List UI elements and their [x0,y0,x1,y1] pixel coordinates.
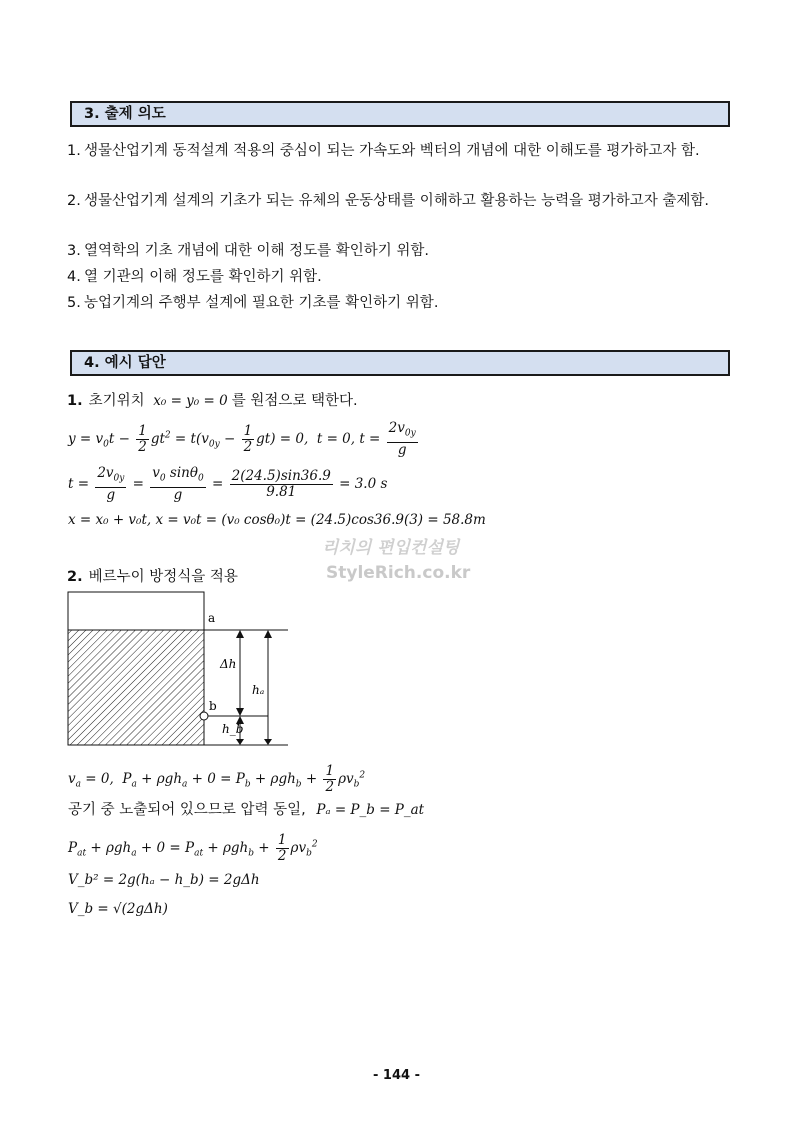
equation-q2-1: $v_a = 0$, $P_a + \rho gh_a + 0 = P_b + \rho gh_b$ + $\frac{1}{2}$ $\rho v_b^2$ [68,763,366,795]
question-2-title [67,565,238,586]
intro-text-after: 를 원점으로 택한다. [231,393,358,409]
list-item [67,238,733,264]
item-text: 열 기관의 이해 정도를 확인하기 위함. [84,269,322,285]
item-number: 1. [67,143,81,159]
item-number: 2. [67,193,81,209]
list-item [67,290,733,316]
fluid-region [68,630,204,745]
question-1-intro [67,389,358,410]
item-number: 5. [67,295,81,311]
arrow-head [236,708,244,716]
question-number: 2. [67,569,83,585]
label-dh: Δh [220,657,237,671]
item-text: 생물산업기계 동적설계 적용의 중심이 되는 가속도와 벡터의 개념에 대한 이해도를 평가하고자 함. [84,143,700,159]
q2-text-body: 공기 중 노출되어 있으므로 압력 동일, [68,802,306,818]
equation-q1-3: x = x₀ + v₀t, x = v₀t = (v₀ cosθ₀)t = (24.5)cos36.9(3) = 58.8m [68,512,486,528]
q2-text-math: Pₐ = P_b = P_at [316,802,425,818]
question-title: 베르누이 방정식을 적용 [88,569,238,585]
q2-text [68,798,424,819]
watermark-line-1: 리치의 편입컨설팅 [322,538,460,558]
tank-diagram [62,590,302,750]
equation-q2-2: $P_{at} + \rho gh_a + 0 = P_{at} + \rho gh_b$ + $\frac{1}{2}$ $\rho v_b^2$ [68,832,318,864]
list-item [67,138,733,164]
equation-q2-4: V_b = √(2gΔh) [68,901,168,917]
equation-q1-2: t = $\frac{2v_{0y}}{g}$ = $\frac{v_0 \sin\theta_0}{g}$ = $\frac{2(24.5)\sin 36.9}{9.81}$ = 3.0 s [68,465,388,503]
label-b: b [209,699,217,713]
section-4-heading: 4. 예시 답안 [70,350,730,376]
arrow-head [236,739,244,745]
item-text: 생물산업기계 설계의 기초가 되는 유체의 운동상태를 이해하고 활용하는 능력을 평가하고자 출제함. [84,193,709,209]
arrow-head [264,739,272,745]
list-item [67,264,733,290]
question-number: 1. [67,393,83,409]
item-text: 농업기계의 주행부 설계에 필요한 기초를 확인하기 위함. [84,295,439,311]
equation-q2-3: V_b² = 2g(hₐ − h_b) = 2gΔh [68,872,260,888]
label-ha: hₐ [252,683,265,697]
item-text: 열역학의 기초 개념에 대한 이해 정도를 확인하기 위함. [84,243,430,259]
arrow-head [236,630,244,638]
arrow-head [264,630,272,638]
item-number: 4. [67,269,81,285]
page-number: - 144 - [373,1068,420,1083]
label-a: a [208,611,216,625]
equation-q1-1: $y = v_0t$ − $\frac{1}{2}$ $gt^2 = t(v_{0y}$ − $\frac{1}{2}$ gt) = 0, t = 0, t = $\frac{2v_{0y}}{g}$ [68,420,416,458]
intro-text: 초기위치 [88,393,145,409]
label-hb: h_b [222,722,244,736]
list-item [67,188,733,214]
section-3-heading: 3. 출제 의도 [70,101,730,127]
item-number: 3. [67,243,81,259]
orifice-b [200,712,208,720]
intro-math: x₀ = y₀ = 0 [153,393,228,409]
watermark-line-2: StyleRich.co.kr [326,563,471,583]
